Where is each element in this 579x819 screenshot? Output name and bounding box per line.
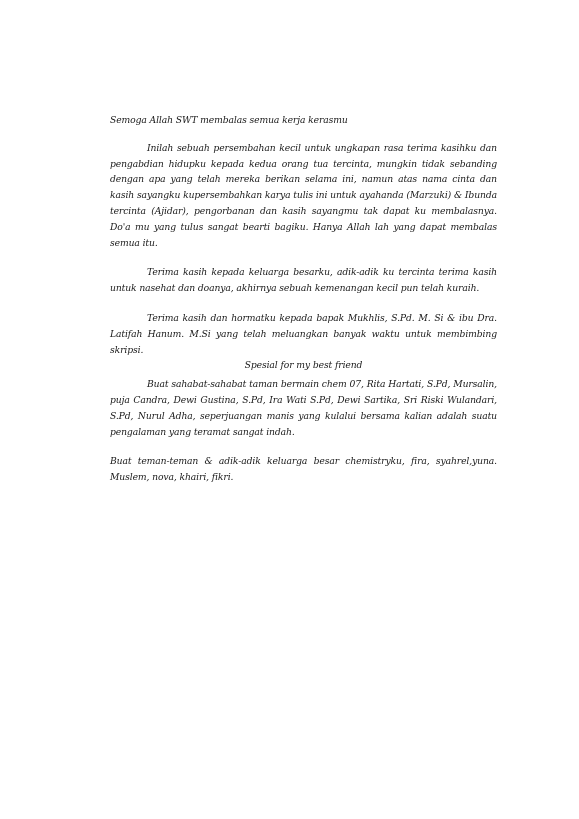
closing-paragraph: Buat teman-teman & adik-adik keluarga besar chemistryku, fira, syahrel,yuna. Muslem, nova, khairi, fikri. [110,456,497,484]
dedication-supervisors-paragraph: Terima kasih dan hormatku kepada bapak Mukhlis, S.Pd. M. Si & ibu Dra. Latifah Hanum. M.Si yang telah meluangkan banyak waktu untuk membimbing skripsi. [110,312,497,356]
friends-paragraph: Buat sahabat-sahabat taman bermain chem 07, Rita Hartati, S.Pd, Mursalin, puja Candra, Dewi Gustina, S.Pd, Ira Wati S.Pd, Dewi Sartika, Sri Riski Wulandari, S.Pd, Nurul Adha, seperjuangan manis yang kulalui bersama kalian adalah suatu pengalaman yang teramat sangat indah. [110,379,497,438]
dedication-parents-paragraph: Inilah sebuah persembahan kecil untuk ungkapan rasa terima kasihku dan pengabdian hidupku kepada kedua orang tua tercinta, mungkin tidak sebanding dengan apa yang telah mereka berikan selama ini, namun atas nama cinta dan kasih sayangku kupersembahkan karya tulis ini untuk ayahanda (Marzuki) & Ibunda tercinta (Ajidar), pengorbanan dan kasih sayangmu tak dapat ku membalasnya. Do'a mu yang tulus sangat bearti bagiku. Hanya Allah lah yang dapat membalas semua itu. [110,142,497,249]
dedication-text [110,113,497,500]
special-heading: Spesial for my best friend [244,360,363,372]
dedication-family-paragraph: Terima kasih kepada keluarga besarku, adik-adik ku tercinta terima kasih untuk nasehat dan doanya, akhirnya sebuah kemenangan kecil pun telah kuraih. [110,267,497,295]
greeting-line: Semoga Allah SWT membalas semua kerja kerasmu [110,115,348,126]
